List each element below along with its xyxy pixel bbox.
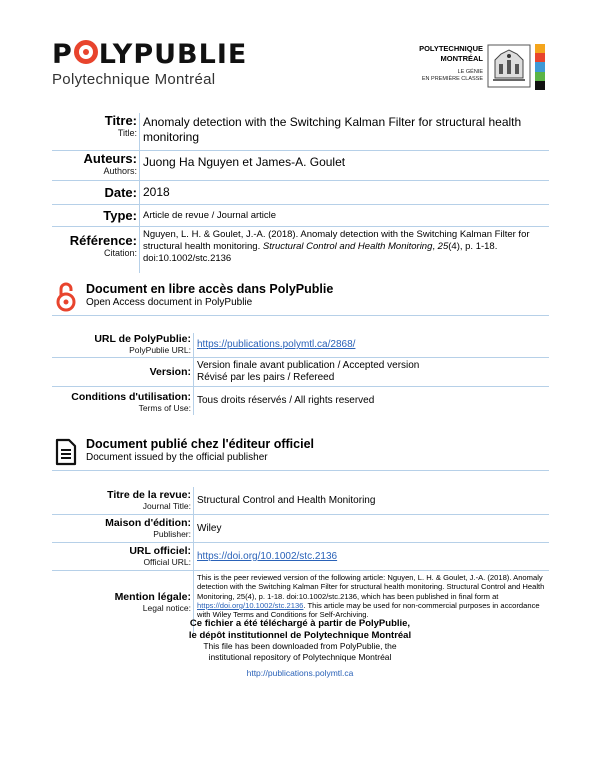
official-url-link[interactable]: https://doi.org/10.1002/stc.2136 xyxy=(197,550,338,562)
open-access-title: Document en libre accès dans PolyPublie xyxy=(86,282,334,296)
date-label xyxy=(52,181,140,204)
reference-label-fr: Référence: xyxy=(69,233,137,248)
publisher-title: Document publié chez l'éditeur officiel xyxy=(86,437,315,451)
type-value: Article de revue / Journal article xyxy=(143,209,277,221)
logo-subtitle: Polytechnique Montréal xyxy=(52,71,216,88)
reference-text: Nguyen, L. H. & Goulet, J.-A. (2018). Anomaly detection with the Switching Kalman Filter for structural health monitoring. xyxy=(143,229,530,252)
journal-label xyxy=(52,487,194,514)
document-icon xyxy=(52,437,80,467)
crest-icon xyxy=(487,44,531,88)
authors-row xyxy=(52,151,549,181)
polypublie-url-link[interactable]: https://publications.polymtl.ca/2868/ xyxy=(197,339,356,350)
publisher-label-en: Publisher: xyxy=(153,529,191,539)
date-label-fr: Date: xyxy=(104,185,137,200)
official-url-cell xyxy=(194,543,549,570)
color-bar-3 xyxy=(535,62,545,71)
color-bar-2 xyxy=(535,53,545,62)
publisher-table xyxy=(52,487,549,633)
publisher-row xyxy=(52,515,549,543)
polypublie-url-label-fr: URL de PolyPublie: xyxy=(94,333,191,345)
reference-pages: (4), p. 1-18. doi:10.1002/stc.2136 xyxy=(143,241,498,264)
footer-line1-fr: Ce fichier a été téléchargé à partir de PolyPublie, xyxy=(189,618,411,629)
color-bar-5 xyxy=(535,81,545,90)
open-access-heading xyxy=(52,282,333,312)
date-value: 2018 xyxy=(143,185,170,200)
official-url-label xyxy=(52,543,194,570)
version-row xyxy=(52,358,549,387)
conditions-label-fr: Conditions d'utilisation: xyxy=(71,391,191,403)
open-access-divider xyxy=(52,315,549,316)
authors-value: Juong Ha Nguyen et James-A. Goulet xyxy=(143,155,346,169)
polypublie-url-label xyxy=(52,333,194,357)
footer-line1-en: This file has been downloaded from PolyPublie, the xyxy=(203,641,397,651)
reference-journal: Structural Control and Health Monitoring xyxy=(262,241,433,252)
publisher-value: Wiley xyxy=(197,522,222,534)
open-access-subtitle: Open Access document in PolyPublie xyxy=(86,297,253,308)
version-line1: Version finale avant publication / Accepted version xyxy=(197,360,420,371)
download-notice xyxy=(0,618,600,679)
legal-notice-text: This is the peer reviewed version of the following article: Nguyen, L. H. & Goulet, J.-A. (2018). Anomaly detection with the Switching Kalman Filter for structural health monitoring. Structural Control and Health Monitoring, 25(4), p. 1-18. doi:10.1002/stc.2136, which has been published in final form at xyxy=(197,573,545,601)
version-label-fr: Version: xyxy=(149,366,191,378)
title-label xyxy=(52,113,140,150)
institution-line1: POLYTECHNIQUE xyxy=(419,44,483,53)
institution-name xyxy=(415,44,483,64)
footer-line2-en: institutional repository of Polytechnique Montréal xyxy=(208,651,392,662)
publisher-subtitle: Document issued by the official publisher xyxy=(86,452,268,463)
reference-label-en: Citation: xyxy=(103,248,137,258)
reference-value xyxy=(140,227,549,273)
open-access-table xyxy=(52,333,549,415)
date-row xyxy=(52,181,549,205)
publisher-label xyxy=(52,515,194,542)
journal-row xyxy=(52,487,549,515)
title-label-fr: Titre: xyxy=(104,113,137,128)
motto-line1: LE GÉNIE xyxy=(457,69,483,75)
legal-notice-label-fr: Mention légale: xyxy=(114,591,191,603)
journal-label-en: Journal Title: xyxy=(142,501,191,511)
reference-volume: 25 xyxy=(437,241,449,252)
institution-motto xyxy=(415,69,483,83)
legal-notice-link[interactable]: https://doi.org/10.1002/stc.2136 xyxy=(197,600,304,610)
publisher-divider xyxy=(52,470,549,471)
polypublie-url-cell xyxy=(194,333,549,357)
metadata-table xyxy=(52,113,549,273)
journal-value: Structural Control and Health Monitoring xyxy=(197,494,376,506)
title-label-en: Title: xyxy=(117,128,137,138)
official-url-label-fr: URL officiel: xyxy=(129,545,191,557)
official-url-row xyxy=(52,543,549,571)
type-row xyxy=(52,205,549,227)
polypublie-url-row xyxy=(52,333,549,358)
conditions-value: Tous droits réservés / All rights reserved xyxy=(197,395,375,406)
conditions-label-en: Terms of Use: xyxy=(138,403,191,413)
title-value: Anomaly detection with the Switching Kalman Filter for structural health monitoring xyxy=(143,115,522,144)
logo-letters: LYPUBLIE xyxy=(98,39,248,70)
type-label xyxy=(52,205,140,226)
motto-line2: EN PREMIÈRE CLASSE xyxy=(421,76,483,82)
footer-url-link[interactable]: http://publications.polymtl.ca xyxy=(246,668,354,678)
polypublie-logo xyxy=(52,40,247,89)
color-bar-4 xyxy=(535,72,545,81)
reference-row xyxy=(52,227,549,273)
reference-sep: , xyxy=(432,241,438,252)
title-row xyxy=(52,113,549,151)
footer-line2-fr: le dépôt institutionnel de Polytechnique Montréal xyxy=(188,629,412,641)
institution-line2: MONTRÉAL xyxy=(440,54,483,63)
polypublie-url-label-en: PolyPublie URL: xyxy=(129,345,191,355)
type-label-fr: Type: xyxy=(103,208,137,223)
version-value xyxy=(194,358,549,386)
journal-label-fr: Titre de la revue: xyxy=(107,489,191,501)
authors-label-en: Authors: xyxy=(103,166,137,176)
authors-label-fr: Auteurs: xyxy=(83,151,137,166)
publisher-heading xyxy=(52,437,314,467)
version-line2: Révisé par les pairs / Refereed xyxy=(197,372,335,383)
open-access-lock-icon xyxy=(52,282,80,312)
logo-wordmark xyxy=(52,40,247,70)
brand-color-bars xyxy=(535,44,545,90)
color-bar-1 xyxy=(535,44,545,53)
reference-label xyxy=(52,227,140,273)
polytechnique-logo xyxy=(415,44,545,90)
legal-notice-text-end: . This article may be used for non-commercial purposes in accordance with Wiley Terms and Conditions for Self-Archiving. xyxy=(197,600,540,620)
legal-notice-label-en: Legal notice: xyxy=(142,603,191,613)
publisher-label-fr: Maison d'édition: xyxy=(105,517,191,529)
official-url-label-en: Official URL: xyxy=(143,557,191,567)
open-access-o-icon xyxy=(74,40,98,64)
logo-letter-p: P xyxy=(52,39,73,70)
version-label xyxy=(52,358,194,386)
conditions-label xyxy=(52,387,194,415)
authors-label xyxy=(52,151,140,180)
conditions-row xyxy=(52,387,549,415)
